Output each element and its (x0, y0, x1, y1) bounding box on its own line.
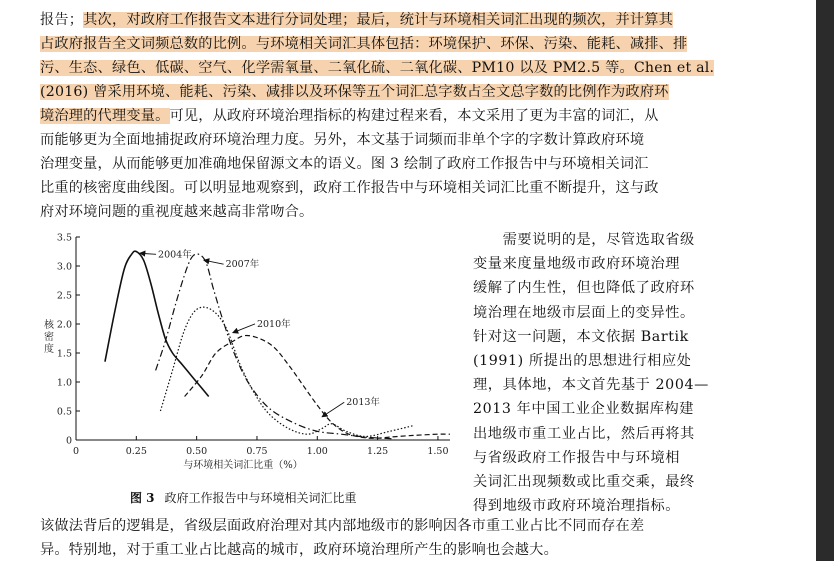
y-tick-label: 0 (65, 435, 72, 447)
body-text: 而能够更为全面地捕捉政府环境治理力度。另外，本文基于词频而非单个字的字数计算政府环境 (40, 132, 645, 148)
y-axis-label (44, 318, 55, 355)
chart-labels-layer (140, 248, 380, 416)
highlighted-text: 其次，对政府工作报告文本进行分词处理；最后，统计与环境相关词汇出现的频次，并计算其 (83, 12, 674, 28)
text-line: 2013 年中国工业企业数据库构建 (473, 401, 695, 418)
figure-caption-text: 政府工作报告中与环境相关词汇比重 (164, 491, 357, 505)
text-line: 需要说明的是，尽管选取省级 (473, 232, 695, 248)
x-tick-label: 0.50 (186, 446, 208, 457)
series-annotation-label: 2004年 (158, 249, 192, 261)
text-line (40, 200, 716, 224)
series-annotation-label: 2010年 (256, 318, 291, 330)
figure-caption (130, 490, 450, 506)
annotation-arrow (204, 260, 224, 264)
y-tick-label: 2.0 (56, 319, 72, 331)
body-text: 治理变量，从而能够更加准确地保留源文本的语义。图 3 绘制了政府工作报告中与环境相关词汇 (40, 156, 649, 172)
text-line: 理，具体地，本文首先基于 2004— (473, 377, 709, 394)
text-line: (1991) 所提出的思想进行相应处 (473, 353, 692, 369)
annotation-arrow (233, 324, 255, 333)
annotation-arrow (322, 402, 344, 417)
text-line: 变量来度量地级市政府环境治理 (473, 256, 681, 273)
y-axis-label-char: 核 (44, 320, 54, 331)
series-annotation-label: 2013年 (346, 397, 380, 409)
y-tick-label: 1.5 (56, 348, 72, 360)
series-line-1 (156, 254, 395, 439)
text-line (40, 176, 716, 200)
text-line: 境治理在地级市层面上的变异性。 (473, 304, 695, 321)
text-line: 得到地级市政府环境治理指标。 (473, 498, 681, 515)
text-line (40, 8, 716, 32)
text-line: 异。特别地，对于重工业占比越高的城市，政府环境治理所产生的影响也会越大。 (40, 542, 558, 558)
y-axis-label-char: 密 (44, 332, 54, 343)
y-tick-label: 3.0 (56, 261, 72, 273)
y-tick-label: 3.5 (56, 232, 72, 244)
page-edge-bar (816, 0, 834, 561)
body-text: 府对环境问题的重视度越来越高非常吻合。 (40, 204, 314, 220)
figure-3-chart (40, 228, 465, 510)
body-text: 比重的核密度曲线图。可以明显地观察到，政府工作报告中与环境相关词汇比重不断提升，这与政 (40, 180, 659, 196)
text-line: 针对这一问题，本文依据 Bartik (473, 328, 689, 345)
x-tick-label: 0.75 (246, 446, 268, 457)
body-text: 报告； (40, 12, 84, 28)
series-annotation-label: 2007年 (225, 259, 260, 271)
text-line (40, 32, 716, 56)
density-chart-svg (40, 228, 465, 510)
x-axis-label: 与环境相关词汇比重（%） (183, 460, 303, 471)
text-line (40, 152, 716, 176)
annotation-arrow (140, 253, 156, 254)
text-line: 缓解了内生性，但也降低了政府环 (473, 280, 695, 297)
text-line (40, 128, 716, 152)
figure-label: 图 3 (130, 491, 155, 505)
x-tick-label: 1.25 (367, 446, 389, 457)
highlighted-text: 境治理的代理变量。 (40, 108, 170, 124)
text-line: 出地级市重工业占比，然后再将其 (473, 425, 695, 442)
highlighted-text: 占政府报告全文词频总数的比例。与环境相关词汇具体包括：环境保护、环保、污染、能耗、减排、排 (40, 36, 688, 52)
text-line: 与省级政府工作报告中与环境相 (473, 449, 681, 466)
y-tick-label: 2.5 (56, 290, 72, 302)
series-line-3 (185, 336, 450, 439)
series-line-0 (105, 251, 209, 396)
x-tick-label: 1.50 (427, 446, 449, 457)
body-text: 可见，从政府环境治理指标的构建过程来看，本文采用了更为丰富的词汇，从 (169, 108, 659, 124)
text-line (40, 80, 716, 104)
text-line (40, 56, 716, 80)
highlighted-text: (2016) 曾采用环境、能耗、污染、减排以及环保等五个词汇总字数占全文总字数的比例作为政府环 (40, 84, 669, 100)
x-tick-label: 1.00 (306, 446, 328, 457)
chart-series-layer (105, 251, 450, 439)
highlighted-text: 污、生态、绿色、低碳、空气、化学需氧量、二氧化硫、二氧化碳、PM10 以及 PM2.5 等。Chen et al. (40, 60, 715, 76)
text-line: 关词汇出现频数或比重交乘，最终 (473, 474, 695, 490)
text-line: 该做法背后的逻辑是，省级层面政府治理对其内部地级市的影响因各市重工业占比不同而存在差 (40, 518, 645, 534)
x-tick-label: 0 (72, 446, 80, 457)
y-tick-label: 0.5 (56, 406, 72, 418)
text-line (40, 104, 716, 128)
x-tick-label: 0.25 (125, 446, 147, 457)
y-tick-label: 1.0 (56, 377, 72, 389)
y-axis-label-char: 度 (44, 344, 54, 355)
